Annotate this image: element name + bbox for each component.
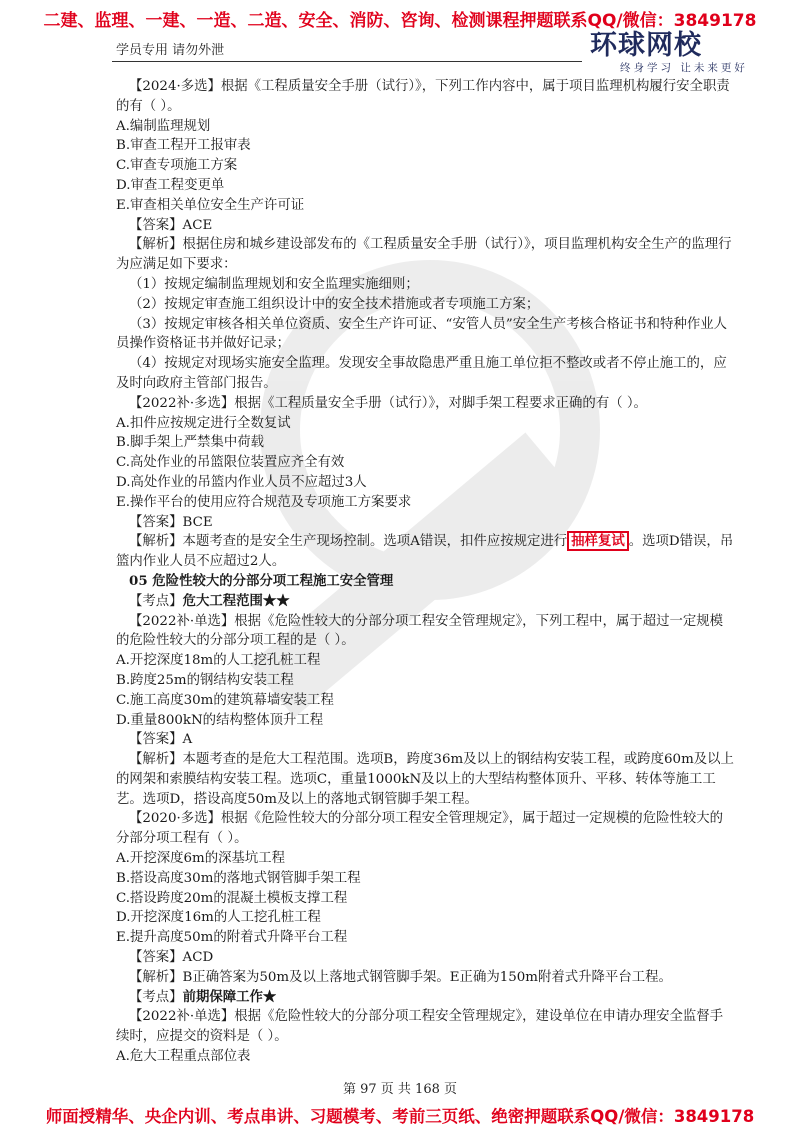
paragraph: E.审查相关单位安全生产许可证 <box>116 197 305 213</box>
topic-title: 危大工程范围★★ <box>182 592 290 609</box>
header-rule <box>112 61 582 62</box>
paragraph: 【答案】BCE <box>129 514 213 530</box>
paragraph: C.审查专项施工方案 <box>116 158 238 174</box>
paragraph <box>116 532 736 572</box>
paragraph: D.开挖深度16m的人工挖孔桩工程 <box>116 910 321 926</box>
logo-slogan: 终身学习 让未来更好 <box>620 62 748 74</box>
paragraph: （3）按规定审核各相关单位资质、安全生产许可证、“安管人员”安全生产考核合格证书和特种作业人员操作资格证书并做好记录； <box>116 316 728 352</box>
paragraph: D.重量800kN的结构整体顶升工程 <box>116 712 324 728</box>
paragraph: C.施工高度30m的建筑幕墙安装工程 <box>116 692 334 708</box>
paragraph: C.搭设跨度20m的混凝土模板支撑工程 <box>116 890 348 906</box>
paragraph: C.高处作业的吊篮限位装置应齐全有效 <box>116 455 345 471</box>
paragraph: 05 危险性较大的分部分项工程施工安全管理 <box>129 572 394 589</box>
paragraph: D.审查工程变更单 <box>116 177 225 193</box>
paragraph: 【2022补·单选】根据《危险性较大的分部分项工程安全管理规定》，下列工程中，属于超过一定规模的危险性较大的分部分项工程的是（ ）。 <box>116 613 724 649</box>
paragraph: 【答案】A <box>129 732 193 748</box>
paragraph: 【答案】ACD <box>129 950 214 966</box>
paragraph: 【2020·多选】根据《危险性较大的分部分项工程安全管理规定》，属于超过一定规模的危险性较大的分部分项工程有（ ）。 <box>116 811 724 847</box>
header-notice: 学员专用 请勿外泄 <box>116 43 225 58</box>
paragraph: 【2024·多选】根据《工程质量安全手册（试行）》，下列工作内容中，属于项目监理机构履行安全职责的有（ ）。 <box>116 79 730 114</box>
topic-title: 前期保障工作★ <box>182 988 277 1005</box>
paragraph: E.提升高度50m的附着式升降平台工程 <box>116 930 348 946</box>
paragraph: （2）按规定审查施工组织设计中的安全技术措施或者专项施工方案； <box>129 296 540 312</box>
paragraph: A.编制监理规划 <box>116 118 211 134</box>
paragraph <box>116 988 736 1008</box>
paragraph-text: 。选项D错误，吊篮内作业人员不应超过2人。 <box>116 534 734 570</box>
paragraph <box>116 592 736 612</box>
paragraph: （1）按规定编制监理规划和安全监理实施细则； <box>129 276 419 292</box>
paragraph: B.审查工程开工报审表 <box>116 138 251 154</box>
paragraph-text: 【解析】本题考查的是安全生产现场控制。选项A错误，扣件应按规定进行 <box>129 534 568 550</box>
paragraph: 【解析】本题考查的是危大工程范围。选项B，跨度36m及以上的钢结构安装工程，或跨度60m及以上的网架和索膜结构安装工程。选项C，重量1000kN及以上的大型结构整体顶升、平移、转体等施工工艺。选项D，搭设高度50m及以上的落地式钢管脚手架工程。 <box>116 752 734 807</box>
paragraph: A.开挖深度6m的深基坑工程 <box>116 851 286 867</box>
paragraph: 【答案】ACE <box>129 217 213 233</box>
paragraph: A.危大工程重点部位表 <box>116 1049 251 1065</box>
document-body <box>116 77 736 1067</box>
page-number: 第 97 页 共 168 页 <box>342 1082 458 1097</box>
paragraph: E.操作平台的使用应符合规范及专项施工方案要求 <box>116 494 412 510</box>
paragraph: B.跨度25m的钢结构安装工程 <box>116 672 294 688</box>
highlighted-term: 抽样复试 <box>567 531 629 551</box>
paragraph-label: 【考点】 <box>129 989 183 1005</box>
paragraph: （4）按规定对现场实施安全监理。发现安全事故隐患严重且施工单位拒不整改或者不停止施工的，应及时向政府主管部门报告。 <box>116 356 727 391</box>
paragraph: 【解析】B正确答案为50m及以上落地式钢管脚手架。E正确为150m附着式升降平台工程。 <box>129 969 672 985</box>
bottom-contact-banner: 师面授精华、央企内训、考点串讲、习题模考、考前三页纸、绝密押题联系QQ/微信：3849178 <box>45 1107 755 1126</box>
paragraph: B.脚手架上严禁集中荷载 <box>116 435 265 451</box>
paragraph-label: 【考点】 <box>129 593 183 609</box>
top-contact-banner: 二建、监理、一建、一造、二造、安全、消防、咨询、检测课程押题联系QQ/微信：3849178 <box>43 11 757 31</box>
brand-logo <box>590 30 748 79</box>
logo-brand-text: 环球网校 <box>590 30 702 61</box>
paragraph: 【2022补·单选】根据《危险性较大的分部分项工程安全管理规定》，建设单位在申请办理安全监督手续时，应提交的资料是（ ）。 <box>116 1009 724 1045</box>
paragraph: 【2022补·多选】根据《工程质量安全手册（试行）》，对脚手架工程要求正确的有（ ）。 <box>129 395 647 411</box>
paragraph: B.搭设高度30m的落地式钢管脚手架工程 <box>116 870 361 886</box>
paragraph: A.开挖深度18m的人工挖孔桩工程 <box>116 653 321 669</box>
paragraph: D.高处作业的吊篮内作业人员不应超过3人 <box>116 474 367 490</box>
paragraph: A.扣件应按规定进行全数复试 <box>116 415 291 431</box>
paragraph: 【解析】根据住房和城乡建设部发布的《工程质量安全手册（试行）》，项目监理机构安全生产的监理行为应满足如下要求： <box>116 237 732 273</box>
